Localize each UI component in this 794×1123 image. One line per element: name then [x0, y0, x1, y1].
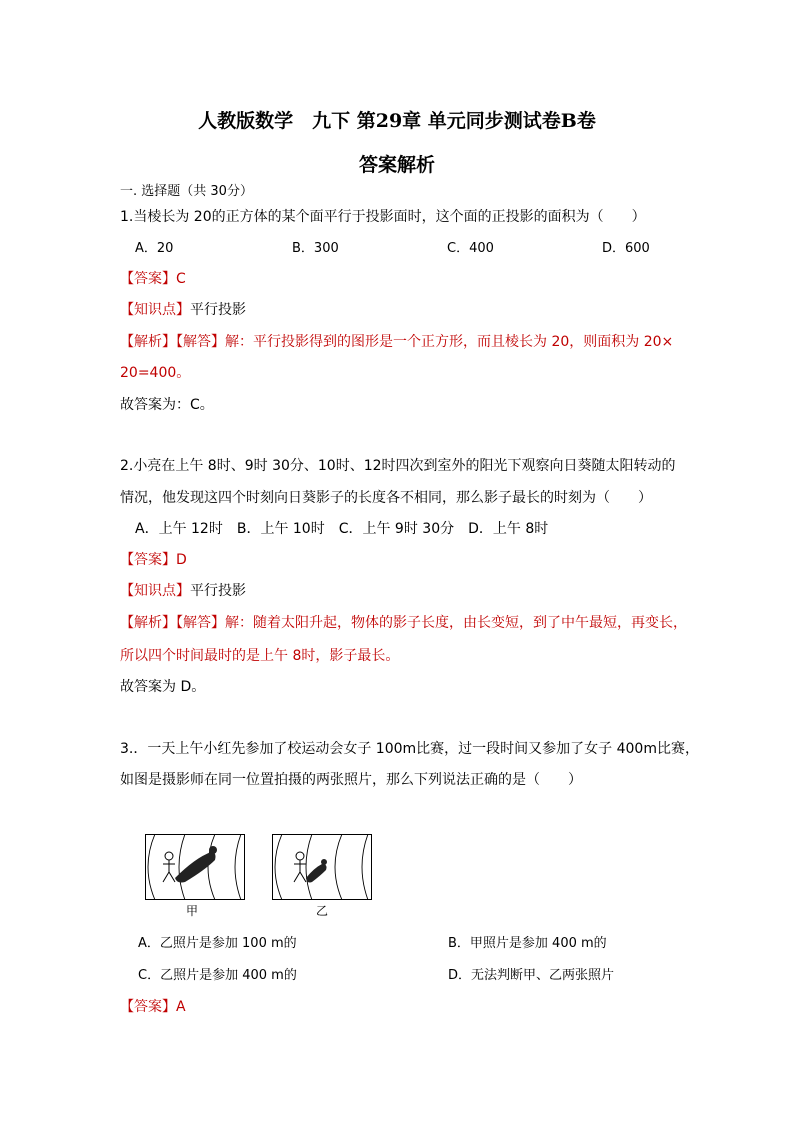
q2-options: A．上午 12时 B．上午 10时 C．上午 9时 30分 D．上午 8时 [135, 521, 549, 537]
answer-tag: 【答案】 [120, 999, 176, 1015]
answer-tag: 【答案】 [120, 271, 176, 287]
q3-stem-line-1: 3.．一天上午小红先参加了校运动会女子 100m比赛，过一段时间又参加了女子 400m比赛， [120, 741, 699, 757]
q3-option-b: B．甲照片是参加 400 m的 [448, 936, 607, 951]
photo-jia-label: 甲 [186, 904, 199, 918]
q2-stem-line-1: 2.小亮在上午 8时、9时 30分、10时、12时四次到室外的阳光下观察向日葵随太阳转动的 [120, 458, 676, 474]
photo-yi [272, 834, 372, 900]
q3-option-c: C．乙照片是参加 400 m的 [138, 968, 297, 983]
shadow-head [321, 859, 327, 865]
q3-option-a: A．乙照片是参加 100 m的 [138, 936, 297, 951]
q2-answer-row [120, 551, 187, 569]
q1-answer-row [120, 270, 186, 288]
q1-option-a: A．20 [135, 241, 174, 256]
q2-knowledge-row [120, 582, 246, 600]
photo-yi-label: 乙 [316, 904, 329, 918]
q1-knowledge-row [120, 301, 246, 319]
answer-value: D [176, 552, 187, 568]
knowledge-tag: 【知识点】 [120, 302, 190, 318]
q1-option-c: C．400 [447, 241, 494, 256]
section-heading: 一. 选择题（共 30分） [120, 184, 253, 199]
q1-option-b: B．300 [292, 241, 339, 256]
q2-analysis-line-2: 所以四个时间最时的是上午 8时，影子最长。 [120, 648, 400, 664]
q1-option-d: D．600 [602, 241, 650, 256]
q1-conclusion: 故答案为：C。 [120, 397, 214, 413]
q1-stem: 1.当棱长为 20的正方体的某个面平行于投影面时，这个面的正投影的面积为（ ） [120, 209, 646, 225]
shadow-head [209, 846, 217, 854]
q3-answer-row [120, 998, 186, 1016]
answer-tag: 【答案】 [120, 552, 176, 568]
q2-analysis-line-1 [120, 614, 687, 632]
analysis-text: 解：平行投影得到的图形是一个正方形，而且棱长为 20，则面积为 20× [225, 334, 674, 350]
q3-stem-line-2: 如图是摄影师在同一位置拍摄的两张照片，那么下列说法正确的是（ ） [120, 772, 582, 788]
q2-stem-line-2: 情况，他发现这四个时刻向日葵影子的长度各不相同，那么影子最长的时刻为（ ） [120, 490, 652, 506]
q1-analysis-line-2: 20=400。 [120, 365, 191, 381]
document-title: 人教版数学 九下 第29章 单元同步测试卷B卷 [198, 110, 596, 132]
q1-analysis-line-1 [120, 333, 673, 351]
answer-value: A [176, 999, 186, 1015]
analysis-text: 解：随着太阳升起，物体的影子长度，由长变短，到了中午最短，再变长， [225, 615, 687, 631]
analysis-tag: 【解析】【解答】 [120, 334, 225, 350]
answer-value: C [176, 271, 186, 287]
knowledge-value: 平行投影 [190, 302, 246, 318]
document-subtitle: 答案解析 [358, 154, 435, 176]
q3-option-d: D．无法判断甲、乙两张照片 [448, 968, 615, 983]
analysis-tag: 【解析】【解答】 [120, 615, 225, 631]
photo-jia [145, 834, 245, 900]
knowledge-tag: 【知识点】 [120, 583, 190, 599]
knowledge-value: 平行投影 [190, 583, 246, 599]
q2-conclusion: 故答案为 D。 [120, 679, 206, 695]
